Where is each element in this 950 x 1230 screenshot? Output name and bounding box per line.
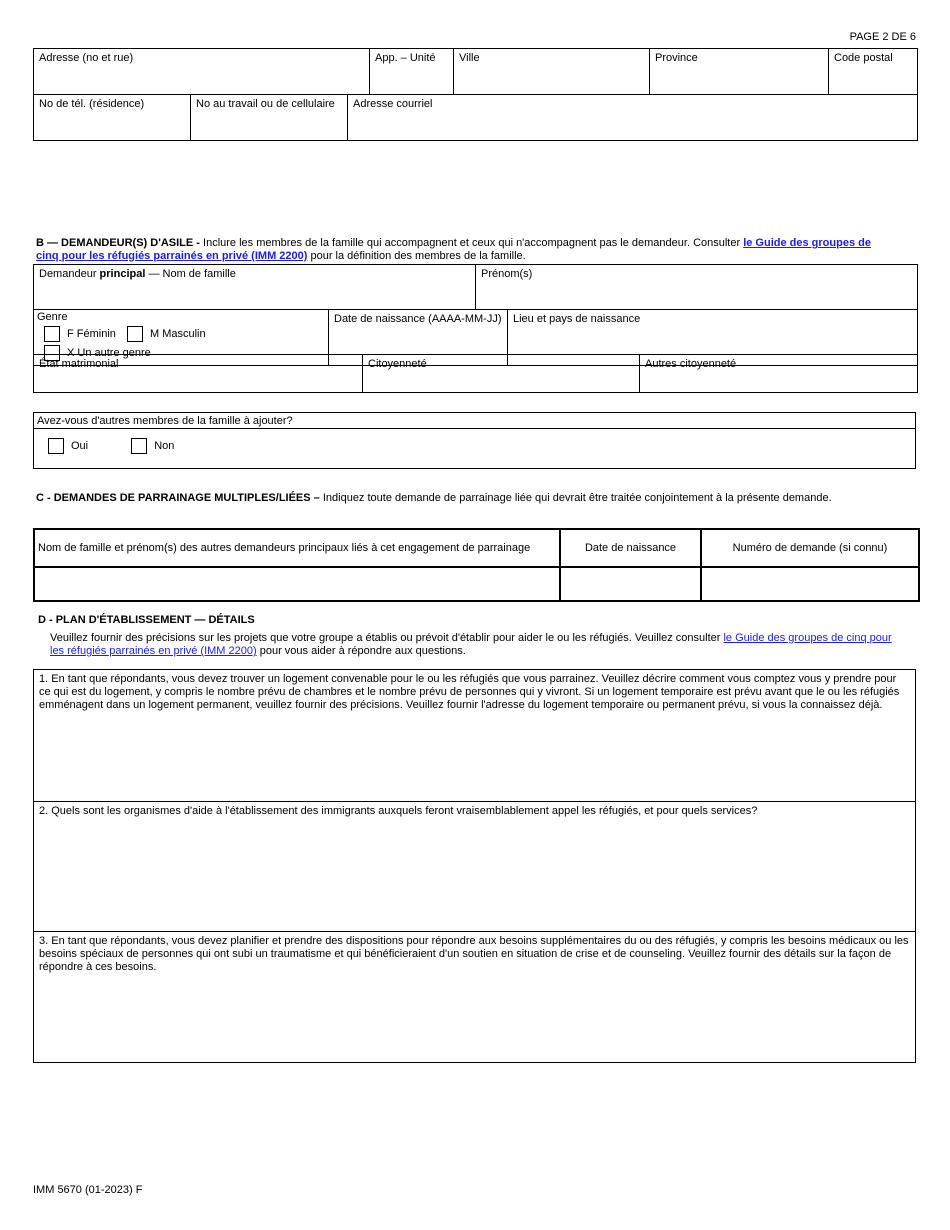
address-table: [33, 48, 918, 95]
email-field[interactable]: [348, 95, 918, 141]
section-d-heading: D - PLAN D'ÉTABLISSEMENT — DÉTAILS: [38, 614, 255, 626]
family-name-field[interactable]: [34, 265, 476, 310]
linked-number-field[interactable]: [701, 567, 919, 601]
section-d-intro: [50, 632, 905, 658]
section-b-text: Inclure les membres de la famille qui accompagnent et ceux qui n'accompagnent pas le demandeur. Consulter: [203, 237, 744, 249]
section-d-text: Veuillez fournir des précisions sur les projets que votre groupe a établis ou prévoit d'établir pour aider le ou les réfugiés. Veuillez consulter: [50, 632, 724, 644]
section-b-after-link: pour la définition des membres de la famille.: [307, 250, 526, 262]
section-c-intro: [36, 492, 896, 505]
street-label: Adresse (no et rue): [39, 52, 134, 64]
no-label: Non: [154, 440, 175, 452]
applicant-table: [33, 264, 918, 310]
citizenship-field[interactable]: [363, 355, 640, 393]
no-checkbox[interactable]: [131, 438, 147, 454]
postal-field[interactable]: [829, 49, 918, 95]
applicant-label-bold: principal: [99, 268, 146, 280]
street-field[interactable]: [34, 49, 370, 95]
yes-label: Oui: [71, 440, 89, 452]
question-1-box[interactable]: [33, 669, 916, 802]
applicant-label-pre: Demandeur: [39, 268, 100, 280]
gender-m-label: M Masculin: [149, 328, 206, 340]
question-2-text: 2. Quels sont les organismes d'aide à l'établissement des immigrants auxquels feront vraisemblablement appel les réfugiés, et pour quels services?: [39, 805, 758, 817]
question-1-text: 1. En tant que répondants, vous devez trouver un logement convenable pour le ou les réfugiés que vous parrainez. Veuillez décrire comment vous comptez vous y prendre pour ce qui est du logement, y compris le nombre prévu de chambres et le nombre prévu de personnes qui y vivront. Si un logement temporaire est prévu avant que le ou les réfugiés emménagent dans un logement permanent, veuillez fournir des précisions. Veuillez fournir l'adresse du logement temporaire ou permanent prévu, si vous la connaissez déjà.: [39, 673, 900, 711]
section-b-intro: [36, 237, 896, 263]
question-2-box[interactable]: [33, 801, 916, 932]
gender-f-checkbox[interactable]: [44, 326, 60, 342]
postal-label: Code postal: [834, 52, 893, 64]
gender-x-label: X Un autre genre: [67, 347, 151, 359]
province-field[interactable]: [650, 49, 829, 95]
col-request-number-header: Numéro de demande (si connu): [701, 529, 919, 567]
city-field[interactable]: [454, 49, 650, 95]
gender-m-checkbox[interactable]: [127, 326, 143, 342]
col-dob-header: Date de naissance: [560, 529, 701, 567]
applicant-label-post: — Nom de famille: [145, 268, 236, 280]
marital-label: État matrimonial: [39, 358, 119, 370]
linked-name-field[interactable]: [34, 567, 560, 601]
citizenship-label: Citoyenneté: [368, 358, 427, 370]
work-phone-field[interactable]: [191, 95, 348, 141]
page-number: PAGE 2 DE 6: [849, 31, 916, 43]
marital-field[interactable]: [34, 355, 363, 393]
work-phone-label: No au travail ou de cellulaire: [196, 98, 335, 110]
dob-label: Date de naissance (AAAA-MM-JJ): [334, 313, 502, 325]
guide-link-d[interactable]: le Guide des groupes de cinq pour les réfugiés parrainés en privé (IMM 2200): [50, 632, 892, 657]
gender-f-label: F Féminin: [67, 328, 116, 340]
gender-label: Genre: [37, 311, 68, 323]
other-citizenship-label: Autres citoyenneté: [645, 358, 737, 370]
home-phone-label: No de tél. (résidence): [39, 98, 145, 110]
section-c-text: Indiquez toute demande de parrainage liée qui devrait être traitée conjointement à la présente demande.: [322, 492, 832, 504]
col-names-header: Nom de famille et prénom(s) des autres demandeurs principaux liés à cet engagement de parrainage: [34, 529, 560, 567]
form-code: IMM 5670 (01-2023) F: [33, 1184, 143, 1196]
section-b-heading: B — DEMANDEUR(S) D'ASILE -: [36, 237, 204, 249]
yes-checkbox[interactable]: [48, 438, 64, 454]
question-3-text: 3. En tant que répondants, vous devez planifier et prendre des dispositions pour répondre aux besoins supplémentaires du ou des réfugiés, y compris les besoins médicaux ou les besoins spéciaux de personnes qui ont subi un traumatisme et qui bénéficieraient d'un soutien en situation de crise et de counseling. Veuillez fournir des détails sur la façon de répondre à ces besoins.: [39, 935, 909, 973]
given-name-label: Prénom(s): [481, 268, 533, 280]
given-name-field[interactable]: [476, 265, 918, 310]
contact-table: [33, 94, 918, 141]
birthplace-label: Lieu et pays de naissance: [513, 313, 641, 325]
guide-link-b[interactable]: le Guide des groupes de cinq pour les réfugiés parrainés en privé (IMM 2200): [36, 237, 871, 262]
section-d-after-link: pour vous aider à répondre aux questions.: [256, 645, 466, 657]
province-label: Province: [655, 52, 698, 64]
home-phone-field[interactable]: [34, 95, 191, 141]
linked-requests-table: [33, 528, 920, 602]
city-label: Ville: [459, 52, 480, 64]
section-c-heading: C - DEMANDES DE PARRAINAGE MULTIPLES/LIÉES –: [36, 492, 323, 504]
email-label: Adresse courriel: [353, 98, 433, 110]
linked-dob-field[interactable]: [560, 567, 701, 601]
other-citizenship-field[interactable]: [640, 355, 918, 393]
more-family-box: [33, 412, 916, 469]
question-3-box[interactable]: [33, 931, 916, 1063]
more-family-question: Avez-vous d'autres membres de la famille à ajouter?: [34, 413, 915, 429]
apt-field[interactable]: [370, 49, 454, 95]
apt-label: App. – Unité: [375, 52, 436, 64]
status-table: [33, 354, 918, 393]
